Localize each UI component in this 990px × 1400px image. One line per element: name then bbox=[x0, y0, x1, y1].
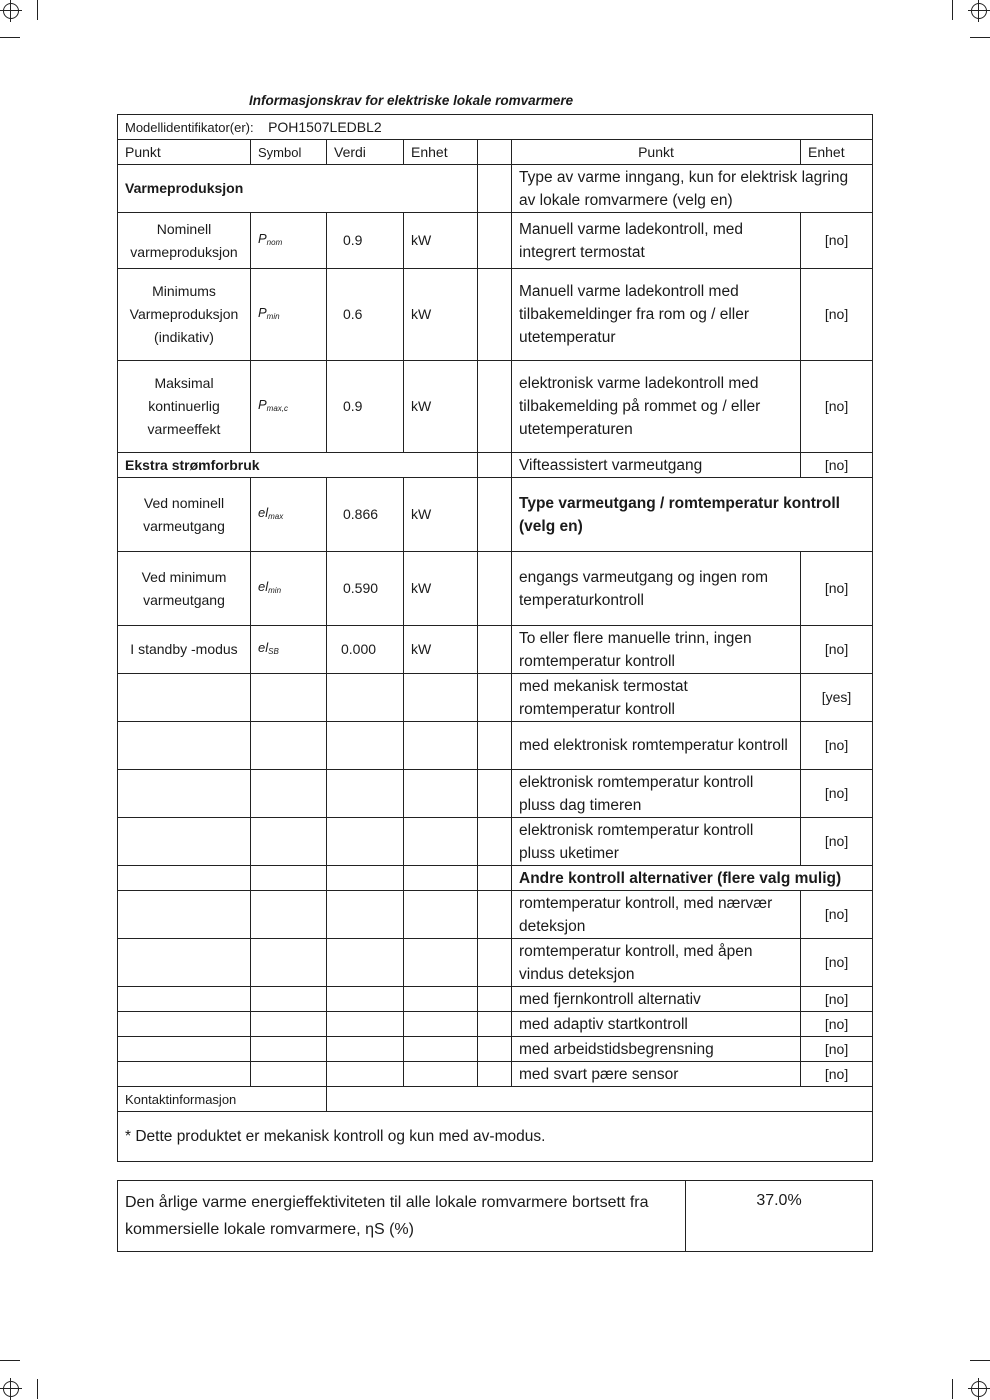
efficiency-table bbox=[117, 1180, 873, 1252]
value-cell: 0.9 bbox=[327, 361, 404, 453]
header-verdi: Verdi bbox=[327, 140, 404, 165]
option-value: [no] bbox=[801, 269, 873, 361]
symbol-cell: $P_{max,c}$ bbox=[251, 361, 327, 453]
option-text: med svart pære sensor bbox=[512, 1062, 801, 1087]
model-value: POH1507LEDBL2 bbox=[268, 118, 382, 135]
model-label: Modellidentifikator(er): bbox=[125, 119, 254, 135]
option-value: [no] bbox=[801, 1012, 873, 1037]
symbol-cell: $el_{max}$ bbox=[251, 478, 327, 552]
section-varmeproduksjon: Varmeproduksjon bbox=[118, 165, 478, 213]
contact-label: Kontaktinformasjon bbox=[118, 1087, 327, 1112]
registration-mark-bottom-left bbox=[3, 1381, 19, 1397]
table-row bbox=[118, 552, 873, 626]
unit-cell: kW bbox=[404, 626, 478, 674]
contact-value bbox=[327, 1087, 873, 1112]
value-cell: 0.866 bbox=[327, 478, 404, 552]
option-value: [no] bbox=[801, 213, 873, 269]
option-text: med adaptiv startkontroll bbox=[512, 1012, 801, 1037]
table-row bbox=[118, 818, 873, 866]
option-text: med arbeidstidsbegrensning bbox=[512, 1037, 801, 1062]
header-row bbox=[118, 140, 873, 165]
table-row bbox=[118, 722, 873, 770]
crop-mark bbox=[0, 1360, 20, 1361]
registration-mark-bottom-right bbox=[971, 1381, 987, 1397]
unit-cell: kW bbox=[404, 213, 478, 269]
option-value: [no] bbox=[801, 722, 873, 770]
section-ekstra: Ekstra strømforbruk bbox=[118, 453, 478, 478]
row-label: Maksimal kontinuerlig varmeeffekt bbox=[118, 361, 251, 453]
row-label: Ved minimum varmeutgang bbox=[118, 552, 251, 626]
registration-mark-top-left bbox=[3, 3, 19, 19]
row-label: Minimums Varmeproduksjon (indikativ) bbox=[118, 269, 251, 361]
option-text: Manuell varme ladekontroll med tilbakemeldinger fra rom og / eller utetemperatur bbox=[512, 269, 801, 361]
note-row bbox=[118, 1112, 873, 1162]
option-value: [no] bbox=[801, 552, 873, 626]
option-value: [no] bbox=[801, 939, 873, 987]
table-row bbox=[118, 939, 873, 987]
table-row bbox=[118, 1062, 873, 1087]
option-text: romtemperatur kontroll, med nærvær deteksjon bbox=[512, 891, 801, 939]
efficiency-text: Den årlige varme energieffektiviteten til alle lokale romvarmere bortsett fra kommersielle lokale romvarmere, ηS (%) bbox=[118, 1181, 686, 1252]
crop-mark bbox=[970, 1360, 990, 1361]
crop-mark bbox=[970, 37, 990, 38]
section-row bbox=[118, 453, 873, 478]
option-text: elektronisk romtemperatur kontroll pluss dag timeren bbox=[512, 770, 801, 818]
table-row bbox=[118, 1012, 873, 1037]
symbol-cell: $P_{nom}$ bbox=[251, 213, 327, 269]
option-text: Vifteassistert varmeutgang bbox=[512, 453, 801, 478]
option-text: med elektronisk romtemperatur kontroll bbox=[512, 722, 801, 770]
option-text: med fjernkontroll alternativ bbox=[512, 987, 801, 1012]
table-row bbox=[118, 891, 873, 939]
table-row bbox=[118, 866, 873, 891]
unit-cell: kW bbox=[404, 478, 478, 552]
footnote: * Dette produktet er mekanisk kontroll og kun med av-modus. bbox=[118, 1112, 873, 1162]
crop-mark bbox=[37, 0, 38, 20]
option-value: [no] bbox=[801, 987, 873, 1012]
table-row bbox=[118, 770, 873, 818]
symbol-cell: $el_{SB}$ bbox=[251, 626, 327, 674]
crop-mark bbox=[0, 37, 20, 38]
option-value: [no] bbox=[801, 818, 873, 866]
table-row bbox=[118, 674, 873, 722]
table-row bbox=[118, 361, 873, 453]
crop-mark bbox=[952, 0, 953, 20]
option-text: Manuell varme ladekontroll, med integrert termostat bbox=[512, 213, 801, 269]
header-enhet-right: Enhet bbox=[801, 140, 873, 165]
header-punkt-right: Punkt bbox=[512, 140, 801, 165]
option-text: To eller flere manuelle trinn, ingen romtemperatur kontroll bbox=[512, 626, 801, 674]
value-cell: 0.6 bbox=[327, 269, 404, 361]
option-text: romtemperatur kontroll, med åpen vindus deteksjon bbox=[512, 939, 801, 987]
option-value: [no] bbox=[801, 891, 873, 939]
table-row bbox=[118, 269, 873, 361]
value-cell: 0.9 bbox=[327, 213, 404, 269]
option-value: [no] bbox=[801, 361, 873, 453]
table-row bbox=[118, 1037, 873, 1062]
header-symbol: Symbol bbox=[251, 140, 327, 165]
option-value: [no] bbox=[801, 453, 873, 478]
option-text: elektronisk romtemperatur kontroll pluss uketimer bbox=[512, 818, 801, 866]
crop-mark bbox=[37, 1379, 38, 1399]
option-value: [no] bbox=[801, 626, 873, 674]
option-text: med mekanisk termostat romtemperatur kontroll bbox=[512, 674, 801, 722]
option-value: [no] bbox=[801, 1062, 873, 1087]
table-row bbox=[118, 626, 873, 674]
spec-table bbox=[117, 114, 873, 1162]
contact-row bbox=[118, 1087, 873, 1112]
option-value: [no] bbox=[801, 1037, 873, 1062]
unit-cell: kW bbox=[404, 269, 478, 361]
header-enhet: Enhet bbox=[404, 140, 478, 165]
row-label: I standby -modus bbox=[118, 626, 251, 674]
row-label: Ved nominell varmeutgang bbox=[118, 478, 251, 552]
crop-mark bbox=[952, 1379, 953, 1399]
control-type-header: Type varmeutgang / romtemperatur kontroll (velg en) bbox=[512, 478, 873, 552]
model-row bbox=[118, 115, 873, 140]
efficiency-value: 37.0% bbox=[686, 1181, 873, 1252]
value-cell: 0.590 bbox=[327, 552, 404, 626]
other-controls-header: Andre kontroll alternativer (flere valg mulig) bbox=[512, 866, 873, 891]
table-row bbox=[118, 987, 873, 1012]
table-row bbox=[118, 213, 873, 269]
header-punkt: Punkt bbox=[118, 140, 251, 165]
unit-cell: kW bbox=[404, 361, 478, 453]
unit-cell: kW bbox=[404, 552, 478, 626]
row-label: Nominell varmeproduksjon bbox=[118, 213, 251, 269]
option-text: elektronisk varme ladekontroll med tilbakemelding på rommet og / eller utetemperaturen bbox=[512, 361, 801, 453]
symbol-cell: $P_{min}$ bbox=[251, 269, 327, 361]
value-cell: 0.000 bbox=[327, 626, 404, 674]
section-row bbox=[118, 165, 873, 213]
document-title: Informasjonskrav for elektriske lokale romvarmere bbox=[249, 93, 574, 108]
option-value: [no] bbox=[801, 770, 873, 818]
registration-mark-top-right bbox=[971, 3, 987, 19]
symbol-cell: $el_{min}$ bbox=[251, 552, 327, 626]
type-header: Type av varme inngang, kun for elektrisk lagring av lokale romvarmere (velg en) bbox=[512, 165, 873, 213]
option-text: engangs varmeutgang og ingen rom temperaturkontroll bbox=[512, 552, 801, 626]
table-row bbox=[118, 478, 873, 552]
option-value: [yes] bbox=[801, 674, 873, 722]
